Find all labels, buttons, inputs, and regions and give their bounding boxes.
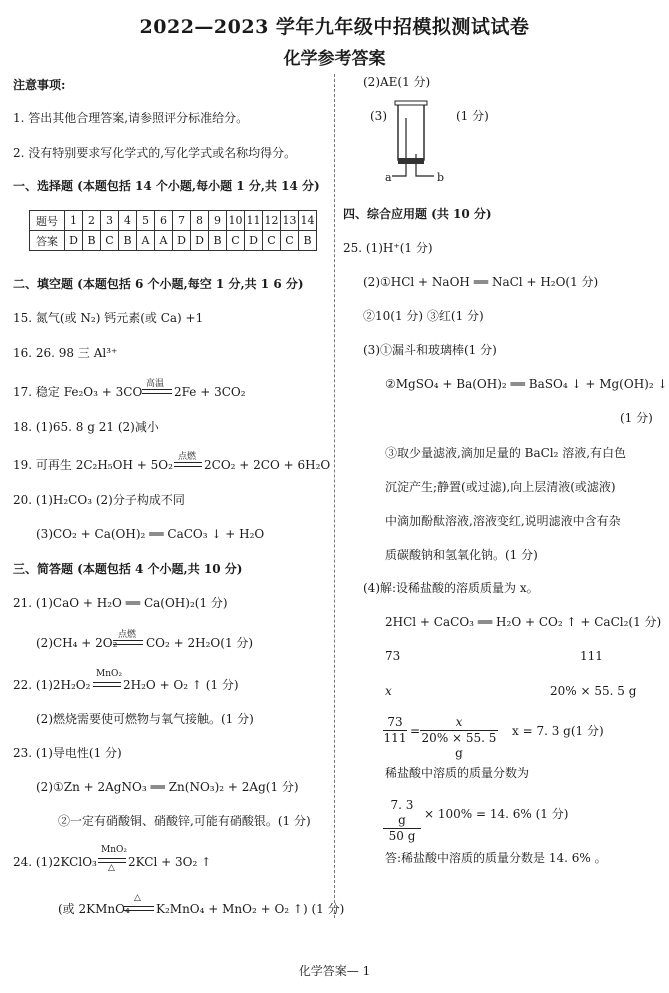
answer-25-6-line2: 沉淀产生;静置(或过滤),向上层清液(或滤液) bbox=[385, 480, 616, 494]
section-1-heading: 一、选择题 (本题包括 14 个小题,每小题 1 分,共 14 分) bbox=[13, 179, 320, 193]
table-cell: 8 bbox=[191, 211, 209, 231]
answer-21-2-right: CO₂ + 2H₂O(1 分) bbox=[146, 636, 254, 650]
answer-25-6-line3: 中滴加酚酞溶液,溶液变红,说明滤液中含有杂 bbox=[385, 514, 621, 528]
answer-25-equation: 2HCl + CaCO₃ ══ H₂O + CO₂ ↑ + CaCl₂(1 分) bbox=[385, 615, 662, 629]
tube-b bbox=[416, 168, 434, 176]
reaction-condition: △ bbox=[108, 863, 115, 873]
answer-15: 15. 氮气(或 N₂) 钙元素(或 Ca) +1 bbox=[13, 311, 204, 325]
answer-25-6-line4: 质碳酸钠和氢氧化钠。(1 分) bbox=[385, 548, 538, 562]
caco3-mass: 20% × 55. 5 g bbox=[550, 684, 637, 698]
table-row bbox=[30, 211, 317, 231]
percent-label: 稀盐酸中溶质的质量分数为 bbox=[385, 766, 530, 780]
answer-24-1-right: 2KCl + 3O₂ ↑ bbox=[128, 855, 212, 869]
table-cell: 7 bbox=[173, 211, 191, 231]
answer-24-r3: (3) bbox=[370, 109, 387, 123]
answer-19-right: 2CO₂ + 2CO + 6H₂O bbox=[204, 458, 331, 472]
table-cell: A bbox=[137, 231, 155, 251]
final-answer: 答:稀盐酸中溶质的质量分数是 14. 6% 。 bbox=[385, 851, 607, 865]
table-cell: C bbox=[263, 231, 281, 251]
section-3-heading: 三、简答题 (本题包括 4 个小题,共 10 分) bbox=[13, 562, 243, 576]
unknown-x: x bbox=[385, 684, 392, 698]
equals-sign bbox=[113, 640, 143, 645]
label-b: b bbox=[437, 171, 445, 184]
answer-19-left: 19. 可再生 2C₂H₅OH + 5O₂ bbox=[13, 458, 173, 472]
table-cell: 13 bbox=[281, 211, 299, 231]
page-subtitle: 化学参考答案 bbox=[283, 49, 386, 69]
bottle-rim bbox=[395, 101, 427, 105]
notes-item-2: 2. 没有特别要求写化学式的,写化学式或名称均得分。 bbox=[13, 146, 297, 160]
table-cell: D bbox=[173, 231, 191, 251]
answer-20-2: (3)CO₂ + Ca(OH)₂ ══ CaCO₃ ↓ + H₂O bbox=[36, 527, 265, 541]
reaction-condition: MnO₂ bbox=[101, 845, 127, 855]
table-cell: 12 bbox=[263, 211, 281, 231]
reaction-condition: △ bbox=[134, 893, 141, 903]
answer-23-2: (2)①Zn + 2AgNO₃ ══ Zn(NO₃)₂ + 2Ag(1 分) bbox=[36, 780, 299, 794]
answer-21-2-left: (2)CH₄ + 2O₂ bbox=[36, 636, 118, 650]
equals-sign bbox=[93, 682, 121, 687]
answer-22-2: (2)燃烧需要使可燃物与氧气接触。(1 分) bbox=[36, 712, 254, 726]
answer-25-7: (4)解:设稀盐酸的溶质质量为 x。 bbox=[363, 581, 539, 595]
answer-21-1: 21. (1)CaO + H₂O ══ Ca(OH)₂(1 分) bbox=[13, 596, 228, 610]
answer-23-3: ②一定有硝酸铜、硝酸锌,可能有硝酸银。(1 分) bbox=[58, 814, 311, 828]
table-cell: 1 bbox=[65, 211, 83, 231]
answer-24-1-left: 24. (1)2KClO₃ bbox=[13, 855, 97, 869]
reaction-condition: 高温 bbox=[146, 379, 165, 389]
answer-22-1-right: 2H₂O + O₂ ↑ (1 分) bbox=[123, 678, 239, 692]
fraction-numerator: 7. 3 g bbox=[383, 798, 421, 829]
table-cell: 10 bbox=[227, 211, 245, 231]
table-cell: 11 bbox=[245, 211, 263, 231]
table-header-cell: 答案 bbox=[30, 231, 65, 251]
table-cell: D bbox=[65, 231, 83, 251]
table-cell: D bbox=[245, 231, 263, 251]
answer-23-1: 23. (1)导电性(1 分) bbox=[13, 746, 122, 760]
table-cell: C bbox=[101, 231, 119, 251]
molar-mass-hcl: 73 bbox=[385, 649, 401, 663]
page-title: 2022—2023 学年九年级中招模拟测试试卷 bbox=[139, 16, 530, 38]
equals-sign bbox=[174, 462, 202, 467]
table-cell: B bbox=[119, 231, 137, 251]
ratio-left-fraction bbox=[383, 715, 407, 746]
table-cell: A bbox=[155, 231, 173, 251]
answer-16: 16. 26. 98 三 Al³⁺ bbox=[13, 346, 118, 360]
reaction-condition: 点燃 bbox=[178, 452, 197, 462]
answer-17-left: 17. 稳定 Fe₂O₃ + 3CO bbox=[13, 385, 143, 399]
stopper bbox=[398, 158, 424, 164]
percent-result: × 100% = 14. 6% (1 分) bbox=[424, 807, 569, 821]
table-header-cell: 题号 bbox=[30, 211, 65, 231]
tube-a bbox=[392, 168, 406, 176]
table-cell: C bbox=[281, 231, 299, 251]
section-4-heading: 四、综合应用题 (共 10 分) bbox=[343, 207, 492, 221]
table-cell: B bbox=[209, 231, 227, 251]
table-cell: B bbox=[299, 231, 317, 251]
equals-sign bbox=[124, 906, 154, 911]
table-cell: 14 bbox=[299, 211, 317, 231]
answer-25-x-result: x = 7. 3 g(1 分) bbox=[512, 724, 604, 738]
notes-heading: 注意事项: bbox=[13, 78, 66, 92]
fraction-numerator: 73 bbox=[383, 715, 407, 731]
page-footer: 化学答案— 1 bbox=[298, 964, 371, 978]
notes-item-1: 1. 答出其他合理答案,请参照评分标准给分。 bbox=[13, 111, 249, 125]
answer-25-4: (3)①漏斗和玻璃棒(1 分) bbox=[363, 343, 497, 357]
section-2-heading: 二、填空题 (本题包括 6 个小题,每空 1 分,共 1 6 分) bbox=[13, 277, 304, 291]
answer-22-1-left: 22. (1)2H₂O₂ bbox=[13, 678, 91, 692]
ratio-right-fraction bbox=[420, 715, 498, 761]
table-cell: 4 bbox=[119, 211, 137, 231]
answer-25-3: ②10(1 分) ③红(1 分) bbox=[363, 309, 484, 323]
label-a: a bbox=[385, 171, 392, 184]
answer-25-2: (2)①HCl + NaOH ══ NaCl + H₂O(1 分) bbox=[363, 275, 599, 289]
equals-sign bbox=[142, 389, 172, 394]
table-cell: 2 bbox=[83, 211, 101, 231]
answer-24-r2: (2)AE(1 分) bbox=[363, 75, 431, 89]
answer-17-right: 2Fe + 3CO₂ bbox=[174, 385, 246, 399]
answer-24-2-right: K₂MnO₄ + MnO₂ + O₂ ↑) (1 分) bbox=[156, 902, 345, 916]
reaction-condition: MnO₂ bbox=[96, 669, 122, 679]
table-cell: 5 bbox=[137, 211, 155, 231]
table-cell: C bbox=[227, 231, 245, 251]
fraction-denominator: 111 bbox=[383, 731, 407, 745]
percent-fraction bbox=[383, 798, 421, 844]
table-row bbox=[30, 231, 317, 251]
answer-18: 18. (1)65. 8 g 21 (2)减小 bbox=[13, 420, 159, 434]
answer-25-5-score: (1 分) bbox=[620, 411, 653, 425]
answer-24-r3-score: (1 分) bbox=[456, 109, 489, 123]
bottle-outline bbox=[398, 104, 424, 160]
table-cell: 9 bbox=[209, 211, 227, 231]
answer-20-1: 20. (1)H₂CO₃ (2)分子构成不同 bbox=[13, 493, 185, 507]
column-divider bbox=[334, 74, 335, 918]
table-cell: B bbox=[83, 231, 101, 251]
table-cell: D bbox=[191, 231, 209, 251]
table-cell: 6 bbox=[155, 211, 173, 231]
fraction-numerator: x bbox=[420, 715, 498, 731]
answer-25-5: ②MgSO₄ + Ba(OH)₂ ══ BaSO₄ ↓ + Mg(OH)₂ ↓ bbox=[385, 377, 668, 391]
molar-mass-caco3: 111 bbox=[580, 649, 603, 663]
answer-24-2-left: (或 2KMnO₄ bbox=[58, 902, 130, 916]
answer-table bbox=[29, 210, 317, 251]
equals-symbol: = bbox=[410, 724, 421, 738]
reaction-condition: 点燃 bbox=[118, 630, 137, 640]
table-cell: 3 bbox=[101, 211, 119, 231]
answer-25-6-line1: ③取少量滤液,滴加足量的 BaCl₂ 溶液,有白色 bbox=[385, 446, 627, 460]
fraction-denominator: 50 g bbox=[388, 829, 416, 843]
fraction-denominator: 20% × 55. 5 g bbox=[421, 731, 497, 760]
answer-25-1: 25. (1)H⁺(1 分) bbox=[343, 241, 433, 255]
